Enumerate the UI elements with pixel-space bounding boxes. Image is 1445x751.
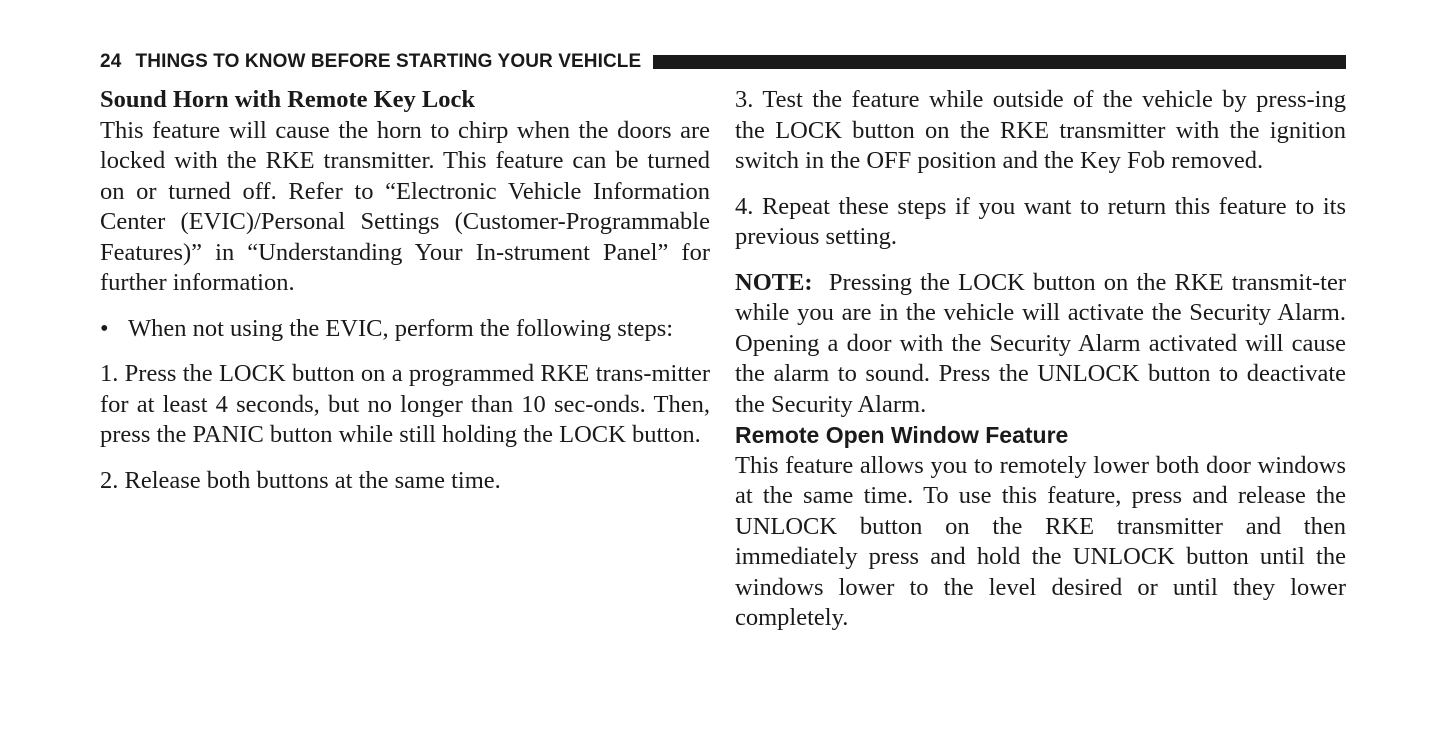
note-text: Pressing the LOCK button on the RKE transmit-ter while you are in the vehicle will activate the Security Alarm. Opening a door with the Security Alarm activated will cause the alarm to sound. Press the UNLOCK button to deactivate the Security Alarm. bbox=[735, 268, 1346, 418]
step-3: 3. Test the feature while outside of the vehicle by press-ing the LOCK button on the RKE transmitter with the ignition switch in the OFF position and the Key Fob removed. bbox=[735, 86, 1346, 174]
header-rule bbox=[653, 55, 1346, 69]
step-4: 4. Repeat these steps if you want to return this feature to its previous setting. bbox=[735, 192, 1346, 250]
section-heading-remote-window: Remote Open Window Feature bbox=[735, 422, 1069, 448]
right-column bbox=[735, 85, 1346, 634]
page-number: 24 bbox=[100, 51, 122, 72]
remote-window-body: This feature allows you to remotely lower both door windows at the same time. To use this feature, press and release the UNLOCK button on the RKE transmitter and then immediately press and hold the UNLOCK button until the windows lower to the level desired or until they lower completely. bbox=[735, 451, 1346, 631]
sound-horn-intro: This feature will cause the horn to chirp when the doors are locked with the RKE transmitter. This feature can be turned on or turned off. Refer to “Electronic Vehicle Information Center (EVIC)/Personal Settings (Customer-Programmable Features)” in “Understanding Your In-strument Panel” for further information. bbox=[100, 116, 710, 296]
note-label: NOTE: bbox=[735, 268, 813, 296]
step-1: 1. Press the LOCK button on a programmed RKE trans-mitter for at least 4 seconds, but no longer than 10 sec-onds. Then, press the PANIC button while still holding the LOCK button. bbox=[100, 360, 710, 448]
left-column bbox=[100, 85, 710, 496]
bullet-item bbox=[100, 314, 710, 345]
page-header bbox=[100, 50, 1346, 74]
bullet-text: When not using the EVIC, perform the following steps: bbox=[128, 314, 674, 342]
note-paragraph bbox=[735, 268, 1346, 421]
chapter-title: THINGS TO KNOW BEFORE STARTING YOUR VEHICLE bbox=[135, 51, 642, 72]
bullet-dot: • bbox=[100, 314, 109, 342]
section-heading-sound-horn: Sound Horn with Remote Key Lock bbox=[100, 86, 476, 113]
step-2: 2. Release both buttons at the same time. bbox=[100, 466, 501, 494]
